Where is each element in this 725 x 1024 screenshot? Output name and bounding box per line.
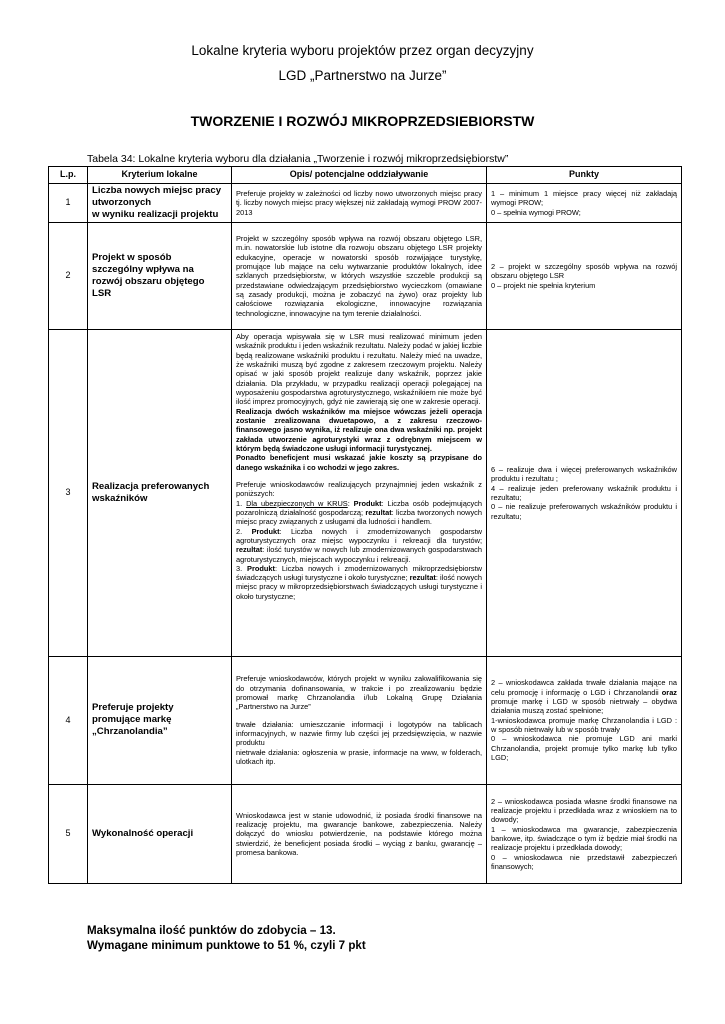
description-cell [232,329,487,656]
indicator-result-label: rezultat [365,507,392,517]
row-number: 3 [49,329,88,656]
criterion-cell [88,784,232,883]
criterion-line: LSR [92,287,112,299]
indicator-product-label: Produkt [353,498,382,508]
points-text: 0 – nie realizuje preferowanych wskaźników produktu i rezultatu; [491,502,677,521]
table-row [49,784,682,883]
criterion-cell [88,184,232,223]
criterion-line: rozwój obszaru objętego [92,275,205,287]
description-text: trwałe działania: umieszczanie informacji i logotypów na tablicach informacyjnych, w nazwie firmy lub części jej przedsięwzięcia, w nazwie produktu [236,719,482,748]
points-summary [87,923,366,953]
column-header-criterion: Kryterium lokalne [88,167,232,184]
description-cell [232,222,487,329]
points-text: 2 – projekt w szczególny sposób wpływa na rozwój obszaru objętego LSR [491,261,677,281]
description-cell [232,656,487,784]
table-row [49,222,682,329]
points-text-part: promuje markę i LGD w sposób nietrwały – obydwa działania muszą zostać spełnione; [491,697,677,716]
indicator-item-3 [236,564,482,601]
paragraph-gap [236,712,482,720]
description-cell [232,784,487,883]
points-cell [487,656,682,784]
criterion-line: wskaźników [92,492,148,504]
criterion-cell [88,222,232,329]
indicator-result-label: rezultat [409,573,436,583]
criterion-line: w wyniku realizacji projektu [92,208,219,220]
points-text: 1 – wnioskodawca ma gwarancje, zabezpieczenia bankowe, itp. świadczące o tym iż będzie miał środki na realizacje projektu i przedkłada dowody; [491,824,677,853]
points-text: 0 – wnioskodawca nie promuje LGD ani marki Chrzanolandia, projekt promuje tylko markę lub tylko LGD; [491,734,677,763]
points-cell [487,784,682,883]
description-text: nietrwałe działania: ogłoszenia w prasie, informacje na www, w folderach, ulotkach itp. [236,747,482,767]
indicator-item-1: 1. Dla ubezpieczonych w KRUS: Produkt: Liczba osób podejmujących pozarolniczą działalność gospodarczą; rezultat: liczba tworzonych nowych miejsc pracy związanych z usługami dla ludności i handlem. [236,498,483,527]
criterion-cell [88,329,232,656]
criterion-line: Liczba nowych miejsc pracy [92,185,222,196]
description-text: Preferuje wnioskodawców realizujących przynajmniej jeden wskaźnik z poniższych: [236,479,482,499]
indicator-product-text: : Liczba osób podejmujących pozarolniczą działalność gospodarczą; [236,498,483,517]
row-number: 4 [49,656,88,784]
criterion-cell [88,656,232,784]
page-title: TWORZENIE I ROZWÓJ MIKROPRZEDSIEBIORSTW [190,113,535,129]
points-text: 0 – projekt nie spełnia kryterium [491,280,596,290]
criterion-line: Projekt w sposób [92,251,172,263]
column-header-lp: L.p. [49,167,88,184]
criterion-line: utworzonych [92,196,152,208]
row-number: 2 [49,222,88,329]
points-text: 6 – realizuje dwa i więcej preferowanych wskaźników produktu i rezultatu ; [491,464,677,484]
points-text: 0 – spełnia wymogi PROW; [491,207,581,217]
paragraph-gap [236,472,482,480]
item-number: 3. [236,563,243,573]
points-text: 4 – realizuje jeden preferowany wskaźnik produktu i rezultatu; [491,483,677,502]
indicator-result-label: rezultat [236,545,263,555]
table-row [49,184,682,223]
criterion-line: promujące markę [92,714,172,726]
description-text: Preferuje projekty w zależności od liczby nowo utworzonych miejsc pracy tj. liczby nowych miejsc pracy większej niż zakładają wymogi PROW 2007-2013 [236,188,482,217]
row-number: 5 [49,784,88,883]
indicator-item-2 [236,527,482,564]
description-text: Projekt w szczególny sposób wpływa na rozwój obszaru objętego LSR, m.in. nowatorskie lub istotne dla rozwoju obszaru objętego LSR projekty edukacyjne, operacje w nowatorski sposób rozwijające turystykę, promujące lub mające na celu wytwarzanie produktów lokalnych, idee szklanych przedsiębiorstw, w których wszystkie szczeble produkcji są przedstawiane odwiedzającym przedsiębiorstwo wycieczkom (omawiane są zasady produkcji, można je zobaczyć na żywo) oraz projekty lub całościowe rozwiązania ekologiczne, innowacyjne rozwiązania technologiczne, innowacyjne na tym terenie działalności. [236,233,482,318]
criterion-line: Preferuje projekty [92,702,174,714]
indicator-result-text: : ilość nowych miejsc pracy w mikroprzedsiębiorstwach świadczących usługi turystyczne i około turystyczne; [236,573,482,601]
table-row [49,656,682,784]
points-cell [487,222,682,329]
description-text: Aby operacja wpisywała się w LSR musi realizować minimum jeden wskaźnik produktu i jeden wskaźnik rezultatu. Należy podać w jakiej liczbie będą realizowane wskaźniki produktu i rezultatu. Należy mieć na uwadze, że wskaźniki muszą być zgodne z zakresem rzeczowym projektu. Należy opisać w jaki sposób projekt realizuje dany wskaźnik, poprzez jakie działania. Dla przykładu, w przypadku realizacji operacji polegającej na wyposażeniu gospodarstwa agroturystycznego, wskaźnikiem nie może być ilość imprez promocyjnych, gdyż nie zawierają się one w zakresie operacji. [236,331,482,407]
description-text: Wnioskodawca jest w stanie udowodnić, iż posiada środki finansowe na realizację projektu, ma gwarancje bankowe, zabezpieczenia. Należy dołączyć do wniosku potwierdzenie, na podstawie którego można stwierdzić, że beneficjent posiada środki – wyciąg z banku, gwarancję – promesa bankowa. [236,810,482,857]
row-number: 1 [49,184,88,223]
column-header-points: Punkty [487,167,682,184]
document-header-line-2: LGD „Partnerstwo na Jurze” [278,68,447,83]
min-points-text: Wymagane minimum punktowe to 51 %, czyli 7 pkt [87,939,366,953]
points-text: 2 – wnioskodawca posiada własne środki finansowe na realizacje projektu i przedkłada wraz z wnioskiem na to dowody; [491,796,677,825]
criterion-line: „Chrzanolandia” [92,726,168,738]
points-text: 0 – wnioskodawca nie przedstawił zabezpieczeń finansowych; [491,852,677,871]
criterion-line: szczególny wpływa na [92,263,194,275]
indicator-product-label: Produkt [251,526,280,536]
indicator-product-text: : Liczba nowych i zmodernizowanych mikroprzedsiębiorstw świadczących usługi turystyczne i około turystyczne; [236,563,482,583]
points-text-part: 2 – wnioskodawca zakłada trwałe działania mające na celu promocję i informację o LGD i Chrzanolandii [491,678,677,697]
points-cell [487,184,682,223]
criterion-line: Realizacja preferowanych [92,480,210,492]
indicator-product-text: : Liczba nowych i zmodernizowanych gospodarstw agroturystycznych oraz miejsc wypoczynku i rekreacji dla turystów; [236,526,482,545]
table-row [49,329,682,656]
indicator-result-text: : ilość turystów w nowych lub zmodernizowanych gospodarstwach agroturystycznych, miejscach wypoczynku i rekreacji. [236,545,482,564]
points-cell [487,329,682,656]
criteria-table [48,166,682,884]
max-points-text: Maksymalna ilość punktów do zdobycia – 13. [87,924,336,937]
item-number: 2. [236,526,243,536]
description-text: Preferuje wnioskodawców, których projekt w wyniku zakwalifikowania się do otrzymania dofinansowania, w trakcie i po zrealizowaniu będzie promował markę Chrzanolandia i/lub Lokalną Grupę Działania „Partnerstwo na Jurze” [236,674,482,712]
points-text: 1-wnioskodawca promuje markę Chrzanolandia i LGD : w sposób nietrwały lub w sposób trwały [491,715,677,735]
indicator-group-label: Dla ubezpieczonych w KRUS [246,498,348,508]
indicator-result-text: : liczba tworzonych nowych miejsc pracy związanych z usługami dla ludności i handlem. [236,507,482,527]
points-text [491,678,677,715]
criterion-line: Wykonalność operacji [92,827,194,839]
points-text: 1 – minimum 1 miejsce pracy więcej niż zakładają wymogi PROW; [491,188,677,208]
description-cell [232,184,487,223]
indicator-product-label: Produkt [247,563,275,573]
table-caption: Tabela 34: Lokalne kryteria wyboru dla działania „Tworzenie i rozwój mikroprzedsiębiorstw” [87,153,509,165]
item-number: 1. [236,498,243,508]
description-bold-text: Realizacja dwóch wskaźników ma miejsce wówczas jeżeli operacja zostanie zrealizowana dwuetapowo, a z zakresu rzeczowo-finansowego jasno wynika, iż realizuje ona dwa wskaźniki np. projekt zakłada utworzenie agroturystyki wraz z odrębnym miejscem w którym będą świadczone usługi informacji turystycznej. [236,406,482,453]
table-header-row [49,167,682,184]
points-emphasis: oraz [661,687,677,697]
description-bold-text: Ponadto beneficjent musi wskazać jakie koszty są przypisane do danego wskaźnika i co wchodzi w jego zakres. [236,453,482,472]
document-header-line-1: Lokalne kryteria wyboru projektów przez organ decyzyjny [191,43,534,58]
column-header-description: Opis/ potencjalne oddziaływanie [232,167,487,184]
